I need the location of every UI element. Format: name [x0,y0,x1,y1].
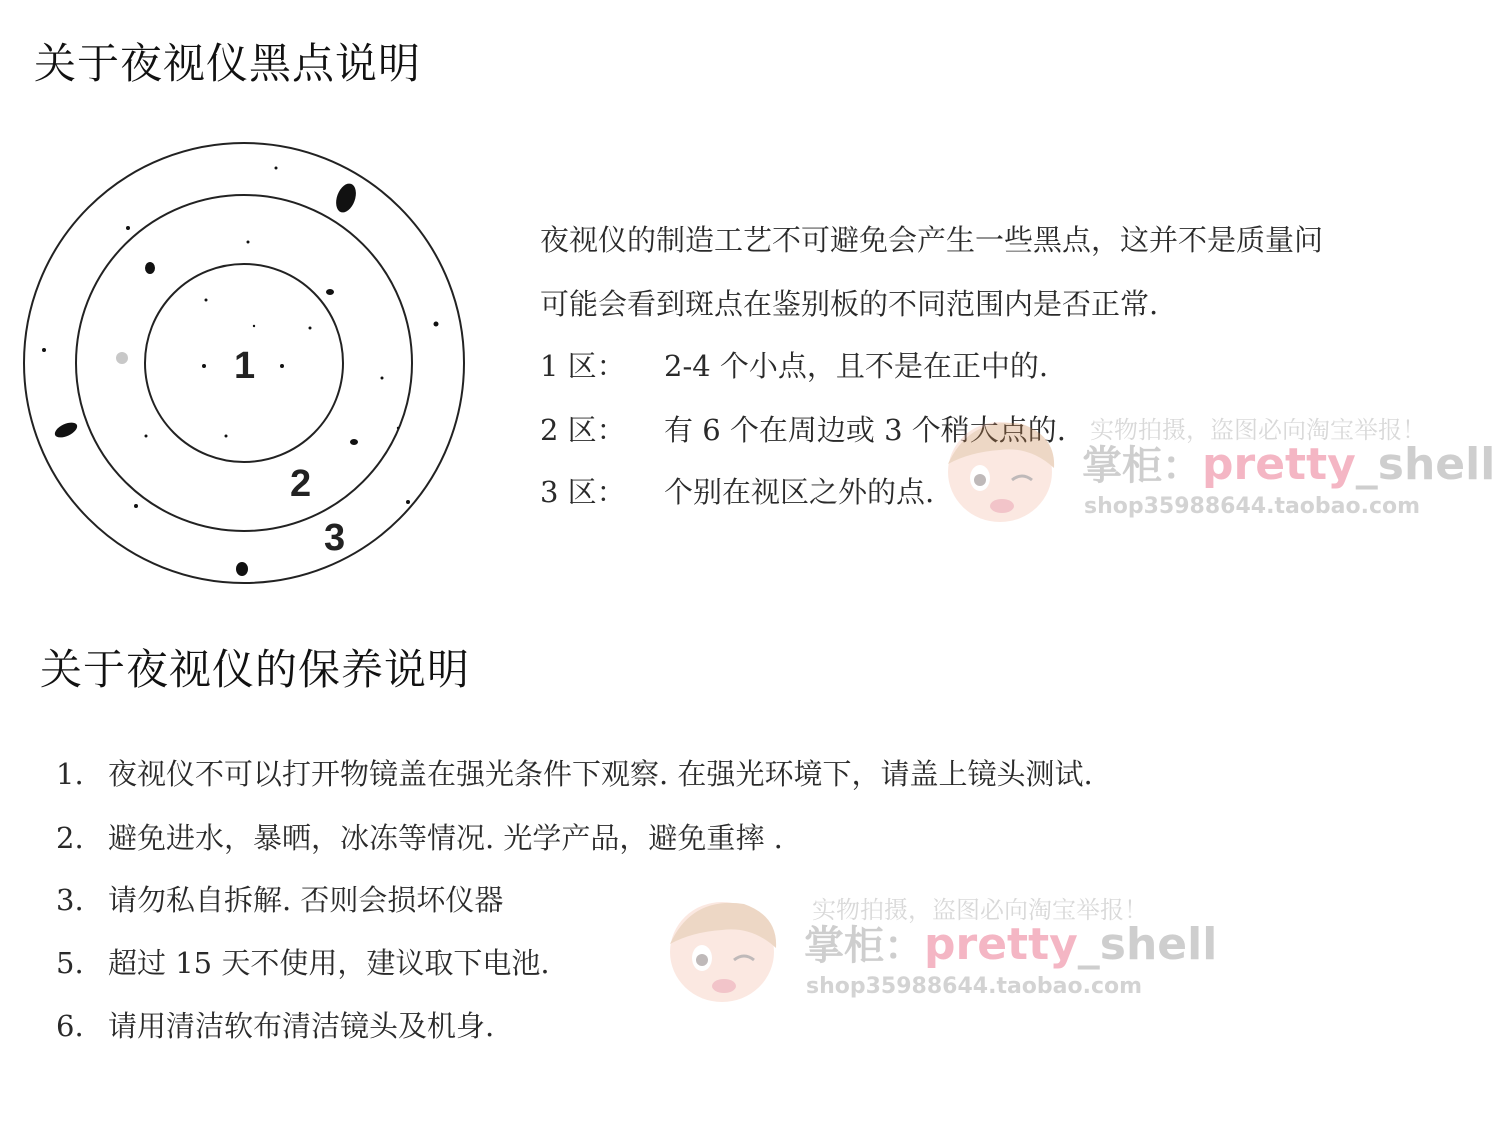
care-item-text: 夜视仪不可以打开物镜盖在强光条件下观察. 在强光环境下，请盖上镜头测试. [108,757,1093,791]
care-item-text: 请勿私自拆解. 否则会损坏仪器 [108,883,504,917]
zone-criteria-2 [540,410,1066,450]
care-list-item [56,943,550,983]
watermark-shop-name [1082,440,1495,499]
intro-line-1: 夜视仪的制造工艺不可避免会产生一些黑点，这并不是质量问 [540,223,1324,257]
zone-label-3: 3 [324,517,346,559]
heading-maintenance: 关于夜视仪的保养说明 [40,645,471,694]
zone-diagram [18,138,474,594]
zone-criteria-label: 1 区： [540,349,626,383]
zone-criteria-1 [540,346,1048,386]
care-list-item [56,754,1093,794]
zone-criteria-3 [540,472,934,512]
watermark-shop-name [804,920,1217,979]
care-list-item [56,818,783,858]
care-list-item [56,880,503,920]
watermark-owner-label: 掌柜： [804,923,924,969]
care-item-text: 请用清洁软布清洁镜头及机身. [108,1009,495,1043]
watermark-url: shop35988644.taobao.com [1084,494,1421,519]
care-item-text: 超过 15 天不使用，建议取下电池. [108,946,550,980]
care-item-number: 3. [56,883,84,917]
care-item-number: 6. [56,1009,84,1043]
care-list-item [56,1006,494,1046]
shop-watermark [652,890,1218,1010]
watermark-warning: 实物拍摄，盗图必向淘宝举报！ [812,896,1148,924]
watermark-owner-label: 掌柜： [1082,443,1202,489]
watermark-url: shop35988644.taobao.com [806,974,1143,999]
intro-line-2: 可能会看到斑点在鉴别板的不同范围内是否正常. [540,287,1159,321]
watermark-shop-part2: _shell [1077,919,1218,970]
zone-criteria-label: 2 区： [540,413,626,447]
mascot-icon [652,890,792,1010]
zone-criteria-text: 个别在视区之外的点. [664,475,935,509]
care-item-text: 避免进水，暴晒，冰冻等情况. 光学产品，避免重摔 . [108,821,783,855]
watermark-shop-part2: _shell [1355,439,1496,490]
watermark-shop-part1: pretty [924,919,1078,970]
watermark-shop-part1: pretty [1202,439,1356,490]
zone-label-2: 2 [290,463,312,505]
zone-criteria-label: 3 区： [540,475,626,509]
care-item-number: 5. [56,946,84,980]
watermark-warning: 实物拍摄，盗图必向淘宝举报！ [1090,416,1426,444]
care-item-number: 1. [56,757,84,791]
zone-criteria-text: 2-4 个小点，且不是在正中的. [664,349,1049,383]
care-item-number: 2. [56,821,84,855]
faint-spot [116,352,128,364]
zone-criteria-text: 有 6 个在周边或 3 个稍大点的. [664,413,1066,447]
zone-label-1: 1 [234,345,256,387]
heading-dot-explanation: 关于夜视仪黑点说明 [34,39,422,88]
